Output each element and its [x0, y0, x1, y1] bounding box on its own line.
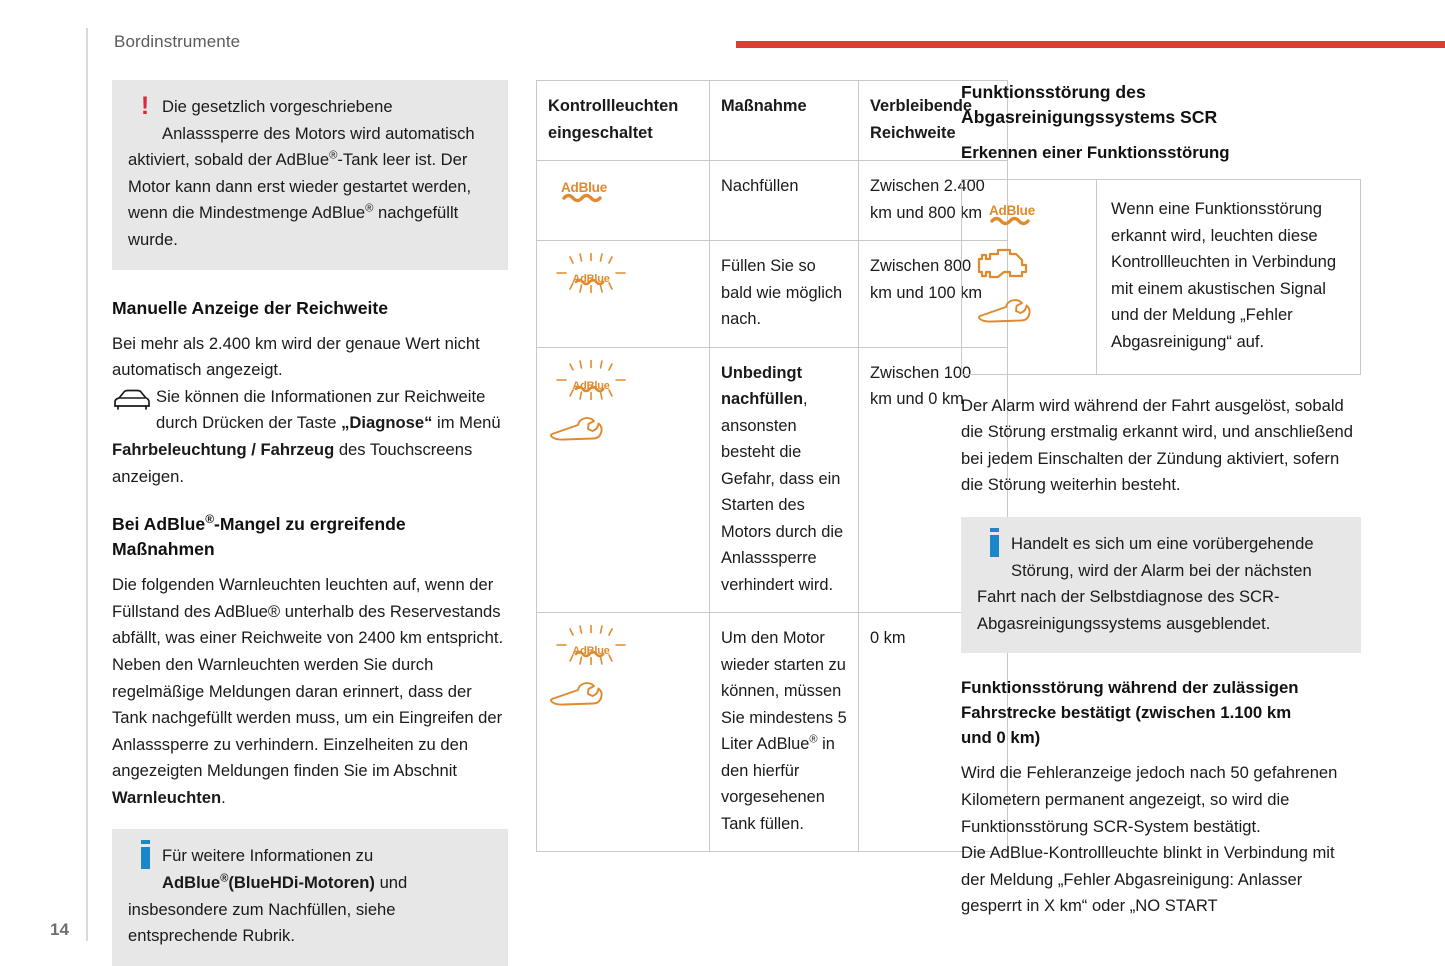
info-icon — [977, 532, 1011, 566]
info-left-bold1: AdBlue — [162, 873, 221, 893]
warning-callout-text — [128, 94, 492, 254]
icon-stack — [548, 360, 698, 444]
measure-text: Nachfüllen — [721, 177, 799, 195]
para-measures-b-post: . — [221, 787, 226, 807]
registered-mark: ® — [809, 733, 818, 746]
adblue-wave-icon — [574, 277, 608, 286]
adblue-lamp-blinking-icon: AdBlue — [548, 253, 634, 293]
subheading-bestaetigt-line3: und 0 km) — [961, 728, 1041, 748]
engine-check-icon — [976, 246, 1030, 282]
table-cell-icons — [537, 613, 710, 852]
middle-column — [536, 80, 985, 852]
info-callout-right-text: Handelt es sich um eine vorübergehende Störung, wird der Alarm bei der nächsten Fahrt nach der Selbstdiagnose des SCR-Abgasreinigungssystems ausgeblendet. — [977, 533, 1314, 633]
page-number: 14 — [50, 920, 69, 939]
left-column — [112, 80, 508, 966]
warning-lights-table — [536, 80, 1008, 852]
car-note-menu1: Fahrbeleuchtung / — [112, 439, 256, 459]
warning-text-part2: -Tank leer ist. Der Motor kann dann erst wieder gestartet werden, wenn die Mindestmenge AdBlue — [128, 150, 472, 223]
heading-scr-line1: Funktionsstörung des — [961, 82, 1146, 102]
car-icon — [112, 388, 156, 414]
info-callout-right — [961, 517, 1361, 653]
para-measures-b — [112, 652, 508, 812]
table-header-kontrollleuchten: Kontrollleuchten eingeschaltet — [537, 81, 710, 161]
registered-mark: ® — [220, 872, 229, 885]
car-note-menu2: Fahrzeug — [260, 439, 335, 459]
table-row — [537, 241, 1008, 348]
table-row — [537, 613, 1008, 852]
info-left-lead: Für weitere Informationen zu — [162, 846, 374, 866]
car-note-text — [112, 384, 508, 490]
right-column — [961, 80, 1361, 920]
info-callout-left — [112, 829, 508, 965]
table-cell-measure — [710, 161, 859, 241]
table-row — [537, 347, 1008, 613]
running-head: Bordinstrumente — [114, 32, 241, 51]
left-margin-rule — [86, 28, 88, 941]
car-note-mid: im Menü — [432, 413, 501, 433]
heading-adblue-mangel — [112, 512, 508, 562]
registered-mark: ® — [205, 512, 215, 527]
measure-text: Füllen Sie so bald wie möglich nach. — [721, 257, 843, 328]
table-cell-range: Zwischen 2.400 km und 800 km — [859, 161, 1008, 241]
warning-text-part1: Die gesetzlich vorgeschriebene Anlasssperre des Motors wird automatisch aktiviert, sobald der AdBlue — [128, 97, 475, 170]
adblue-lamp-icon: AdBlue — [548, 173, 620, 207]
para-alarm: Der Alarm wird während der Fahrt ausgelöst, sobald die Störung erstmalig erkannt wird, und anschließend bei jedem Einschalten der Zündung aktiviert, sofern die Störung weiterhin besteht. — [961, 395, 1354, 495]
table-header-massnahme: Maßnahme — [710, 81, 859, 161]
table-cell-icons — [537, 347, 710, 613]
heading-funktionsstoerung-scr — [961, 80, 1361, 130]
warning-callout — [112, 80, 508, 270]
table-cell-text: Wenn eine Funktionsstörung erkannt wird, leuchten diese Kontrollleuchten in Verbindung mit einem akustischen Signal und der Meldung „Fehler Abgasreinigung“ auf. — [1097, 180, 1361, 375]
table-header-row — [537, 81, 1008, 161]
para-confirmed-b: Die AdBlue-Kontrollleuchte blinkt in Verbindung mit der Meldung „Fehler Abgasreinigung: Anlasser gesperrt in X km“ oder „NO START — [961, 843, 1335, 916]
table-cell-icons — [537, 241, 710, 348]
info-left-tail: und insbesondere zum Nachfüllen, siehe entsprechende Rubrik. — [128, 873, 408, 946]
icon-stack — [548, 253, 698, 293]
table-cell-measure — [710, 613, 859, 852]
icon-stack — [548, 173, 698, 207]
adblue-wave-icon — [990, 214, 1034, 226]
info-icon — [128, 844, 162, 878]
para-manuelle-anzeige: Bei mehr als 2.400 km wird der genaue Wert nicht automatisch angezeigt. — [112, 333, 480, 380]
adblue-wave-icon — [574, 649, 608, 658]
warning-text-part3: nachgefüllt wurde. — [128, 203, 459, 249]
para-confirmed-a: Wird die Fehleranzeige jedoch nach 50 gefahrenen Kilometern permanent angezeigt, so wird die Funktionsstörung SCR-System bestätigt. — [961, 763, 1338, 836]
heading-adblue-part2: -Mangel zu ergreifende — [214, 514, 406, 535]
measure-text-a: Um den Motor wieder starten zu können, müssen Sie mindestens 5 Liter AdBlue — [721, 629, 847, 753]
table-header-reichweite: Verbleibende Reichweite — [859, 81, 1008, 161]
heading-adblue-part1: Bei AdBlue — [112, 514, 206, 535]
wrench-icon — [548, 681, 608, 709]
adblue-lamp-blinking-icon: AdBlue — [548, 625, 634, 665]
heading-adblue-part3: Maßnahmen — [112, 539, 215, 560]
table-row — [537, 161, 1008, 241]
wrench-icon — [548, 416, 608, 444]
heading-scr-line2: Abgasreinigungssystems SCR — [961, 107, 1218, 127]
adblue-lamp-blinking-icon: AdBlue — [548, 360, 634, 400]
subheading-erkennen: Erkennen einer Funktionsstörung — [961, 143, 1230, 162]
table-body — [537, 161, 1008, 852]
icon-stack — [548, 625, 698, 709]
car-note-diagnose: „Diagnose“ — [341, 413, 433, 433]
table-row — [962, 180, 1361, 375]
table-cell-range: Zwischen 800 km und 100 km — [859, 241, 1008, 348]
header-rule — [736, 41, 1445, 48]
wrench-icon — [976, 298, 1036, 326]
table-cell-icons — [537, 161, 710, 241]
table-cell-measure — [710, 241, 859, 348]
car-note-lead: Sie können die Informationen zur Reichweite durch Drücken der Taste — [156, 386, 486, 433]
page-header — [0, 0, 1445, 62]
table-cell-measure — [710, 347, 859, 613]
subheading-bestaetigt-line2: Fahrstrecke bestätigt (zwischen 1.100 km — [961, 703, 1292, 723]
info-left-bold2: (BlueHDi-Motoren) — [228, 873, 375, 893]
registered-mark: ® — [365, 202, 374, 215]
heading-manuelle-anzeige: Manuelle Anzeige der Reichweite — [112, 297, 389, 318]
para-measures-b-bold: Warnleuchten — [112, 787, 222, 807]
exclamation-icon: ! — [140, 92, 150, 120]
car-icon-svg — [112, 388, 152, 412]
icon-stack — [976, 196, 1082, 326]
info-callout-left-text — [128, 843, 492, 949]
para-measures-b-pre: Neben den Warnleuchten werden Sie durch regelmäßige Meldungen daran erinnert, dass der Tank nachgefüllt werden muss, um ein Eingreifen der Anlasssperre zu verhindern. Einzelheiten zu den angezeigten Meldungen finden Sie im Abschnit — [112, 654, 503, 781]
table-cell-range: 0 km — [859, 613, 1008, 852]
subheading-bestaetigt-line1: Funktionsstörung während der zulässigen — [961, 678, 1299, 698]
registered-mark: ® — [329, 149, 338, 162]
subheading-bestaetigt — [961, 675, 1361, 750]
measure-bold: Unbedingt nachfüllen — [721, 363, 803, 408]
adblue-wave-icon — [574, 384, 608, 393]
table-cell-icons — [962, 180, 1097, 375]
table-header — [537, 81, 1008, 161]
measure-text-b: in den hierfür vorgesehenen Tank füllen. — [721, 735, 835, 833]
car-note — [112, 384, 508, 490]
detect-info-table — [961, 179, 1361, 375]
measure-text: , ansonsten besteht die Gefahr, dass ein Starten des Motors durch die Anlasssperre verhindert wird. — [721, 390, 844, 594]
adblue-lamp-icon: AdBlue — [976, 196, 1048, 230]
para-measures-a: Die folgenden Warnleuchten leuchten auf, wenn der Füllstand des AdBlue® unterhalb des Reservestands abfällt, was einer Reichweite von 2400 km entspricht. — [112, 575, 504, 648]
table-cell-range: Zwischen 100 km und 0 km — [859, 347, 1008, 613]
car-note-tail: des Touchscreens anzeigen. — [112, 439, 473, 486]
adblue-wave-icon — [562, 191, 606, 203]
